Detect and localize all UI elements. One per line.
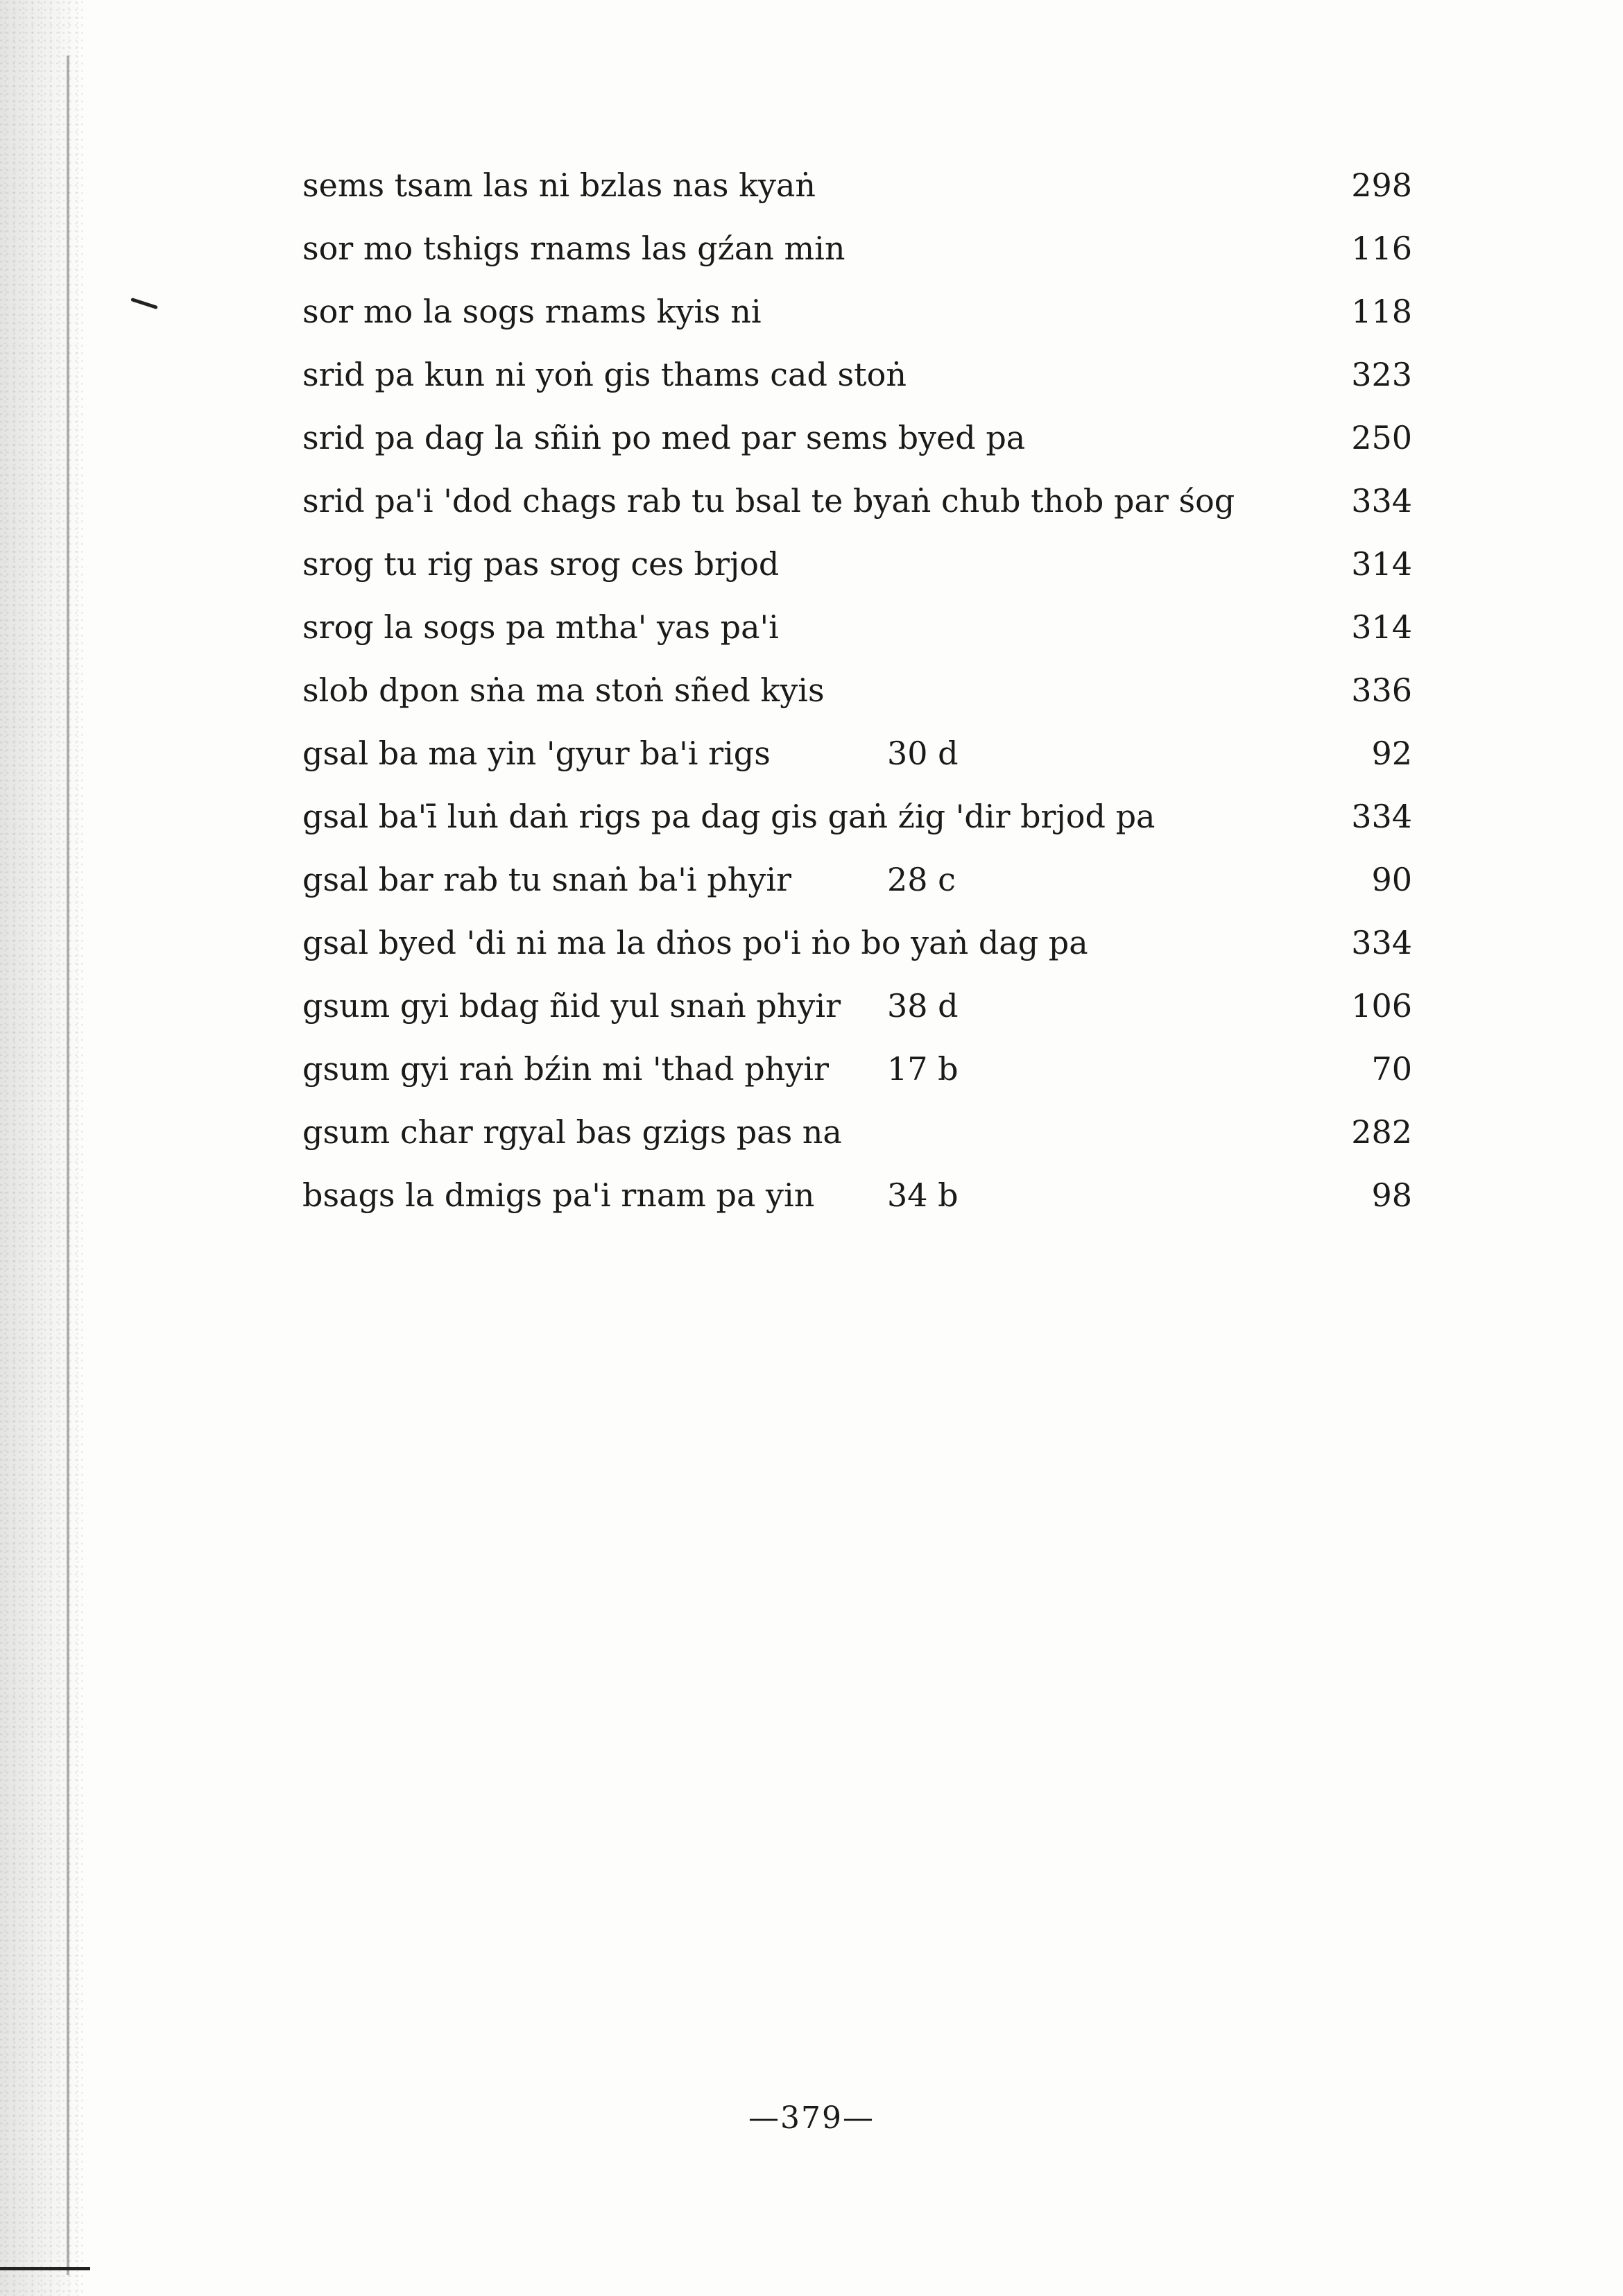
- entry-term: sor mo tshigs rnams las gźan min: [302, 230, 845, 267]
- index-list: [302, 154, 1412, 1227]
- entry-page: 98: [1371, 1176, 1412, 1214]
- index-entry: [302, 722, 1412, 785]
- index-entry: [302, 975, 1412, 1038]
- binding-line: [67, 55, 69, 2275]
- entry-term: bsags la dmigs pa'i rnam pa yin: [302, 1176, 815, 1214]
- entry-term: srid pa kun ni yoṅ gis thams cad stoṅ: [302, 356, 907, 393]
- index-entry: [302, 785, 1412, 848]
- index-entry: [302, 596, 1412, 659]
- index-entry: [302, 1164, 1412, 1227]
- index-entry: [302, 470, 1412, 533]
- entry-ref: 17 b: [887, 1050, 959, 1088]
- index-entry: [302, 280, 1412, 343]
- binding-edge: [0, 0, 83, 2296]
- entry-term: gsal bar rab tu snaṅ ba'i phyir: [302, 861, 792, 898]
- entry-page: 314: [1351, 608, 1412, 646]
- entry-term: gsum gyi raṅ bźin mi 'thad phyir: [302, 1050, 829, 1088]
- page-number: —379—: [748, 2100, 875, 2136]
- entry-page: 106: [1351, 987, 1412, 1025]
- entry-term: gsal ba ma yin 'gyur ba'i rigs: [302, 735, 771, 772]
- index-entry: [302, 406, 1412, 470]
- entry-page: 92: [1371, 735, 1412, 772]
- entry-page: 314: [1351, 545, 1412, 583]
- entry-term: sems tsam las ni bzlas nas kyaṅ: [302, 166, 816, 204]
- entry-term: srid pa dag la sñiṅ po med par sems byed pa: [302, 419, 1026, 456]
- entry-term: gsum gyi bdag ñid yul snaṅ phyir: [302, 987, 841, 1025]
- index-entry: [302, 911, 1412, 975]
- entry-page: 70: [1371, 1050, 1412, 1088]
- entry-page: 336: [1351, 671, 1412, 709]
- entry-ref: 38 d: [887, 987, 959, 1025]
- entry-term: srid pa'i 'dod chags rab tu bsal te byaṅ chub thob par śog: [302, 482, 1235, 520]
- index-entry: [302, 154, 1412, 217]
- entry-page: 334: [1351, 482, 1412, 520]
- index-entry: [302, 217, 1412, 280]
- index-entry: [302, 533, 1412, 596]
- entry-page: 282: [1351, 1113, 1412, 1151]
- entry-page: 334: [1351, 798, 1412, 835]
- entry-term: srog la sogs pa mtha' yas pa'i: [302, 608, 779, 646]
- entry-ref: 34 b: [887, 1176, 959, 1214]
- stray-ink-mark: [130, 298, 158, 309]
- index-entry: [302, 659, 1412, 722]
- entry-page: 118: [1351, 293, 1412, 330]
- entry-page: 90: [1371, 861, 1412, 898]
- entry-page: 334: [1351, 924, 1412, 961]
- index-entry: [302, 343, 1412, 406]
- entry-ref: 30 d: [887, 735, 959, 772]
- entry-term: slob dpon sṅa ma stoṅ sñed kyis: [302, 671, 825, 709]
- index-entry: [302, 848, 1412, 911]
- index-entry: [302, 1101, 1412, 1164]
- entry-page: 323: [1351, 356, 1412, 393]
- index-entry: [302, 1038, 1412, 1101]
- entry-ref: 28 c: [887, 861, 956, 898]
- entry-term: gsal byed 'di ni ma la dṅos po'i ṅo bo yaṅ dag pa: [302, 924, 1088, 961]
- entry-term: sor mo la sogs rnams kyis ni: [302, 293, 762, 330]
- entry-page: 250: [1351, 419, 1412, 456]
- entry-page: 298: [1351, 166, 1412, 204]
- entry-term: gsal ba'ī luṅ daṅ rigs pa dag gis gaṅ źig 'dir brjod pa: [302, 798, 1156, 835]
- entry-term: gsum char rgyal bas gzigs pas na: [302, 1113, 842, 1151]
- entry-term: srog tu rig pas srog ces brjod: [302, 545, 780, 583]
- entry-page: 116: [1351, 230, 1412, 267]
- binding-foot-mark: [0, 2267, 90, 2270]
